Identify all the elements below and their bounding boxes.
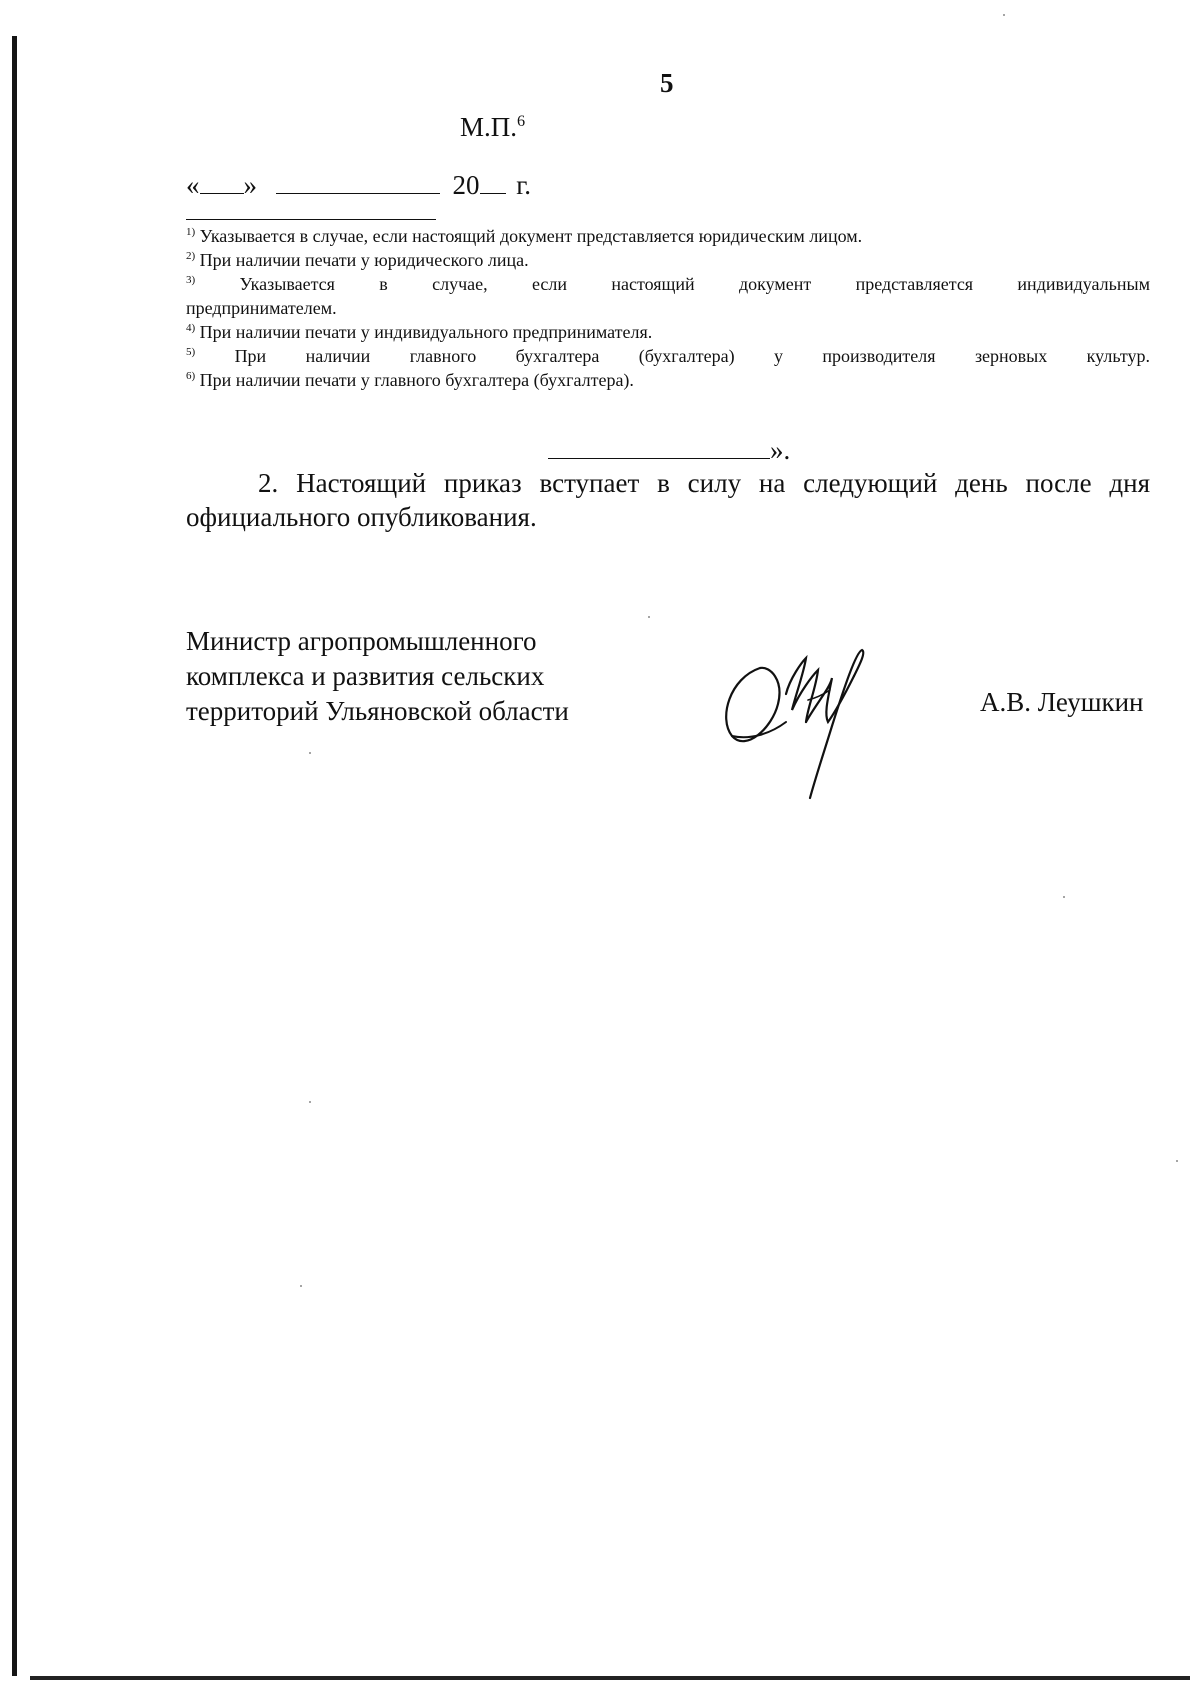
footnote-mark: 5) — [186, 346, 196, 358]
footnote-5 — [186, 344, 1150, 368]
scan-speck — [309, 1101, 311, 1103]
stamp-footnote-ref: 6 — [517, 112, 526, 130]
scan-speck — [1176, 1160, 1178, 1162]
scan-speck — [648, 616, 650, 618]
year-prefix: 20 — [452, 170, 480, 200]
footnote-text: При наличии печати у индивидуального предпринимателя. — [199, 322, 653, 342]
closing-blank — [548, 436, 770, 459]
month-blank — [276, 171, 440, 194]
closing-quote-line — [548, 435, 790, 466]
clause-2: 2. Настоящий приказ вступает в силу на следующий день после дня официального опубликования. — [186, 468, 1150, 532]
footnote-2 — [186, 248, 1150, 272]
date-line — [186, 170, 531, 201]
date-open-quote: « — [186, 170, 200, 200]
footnote-3-continued — [186, 296, 1150, 320]
stamp-place-label — [460, 112, 525, 143]
stamp-label: М.П. — [460, 112, 518, 142]
closing-quote: ». — [770, 435, 791, 465]
footnote-text: предпринимателем. — [186, 298, 337, 318]
footnote-text: При наличии печати у юридического лица. — [199, 250, 529, 270]
day-blank — [200, 171, 244, 194]
footnote-text: При наличии главного бухгалтера (бухгалтера) у производителя зерновых культур. — [234, 346, 1150, 366]
signatory-title-line: Министр агропромышленного — [186, 626, 537, 656]
footnote-mark: 6) — [186, 370, 196, 382]
footnote-text: При наличии печати у главного бухгалтера (бухгалтера). — [199, 370, 634, 390]
signatory-title — [186, 624, 569, 729]
scan-edge-left — [12, 36, 17, 1676]
signatory-title-line: комплекса и развития сельских — [186, 661, 545, 691]
signatory-title-line: территорий Ульяновской области — [186, 696, 569, 726]
footnote-text: Указывается в случае, если настоящий документ представляется юридическим лицом. — [199, 226, 863, 246]
footnote-separator — [186, 219, 436, 220]
footnote-mark: 3) — [186, 274, 196, 286]
scan-speck — [1063, 896, 1065, 898]
signatory-name: А.В. Леушкин — [980, 687, 1144, 717]
scan-speck — [1003, 14, 1005, 16]
year-blank — [480, 171, 506, 194]
footnotes — [186, 224, 1150, 392]
scan-speck — [309, 752, 311, 754]
page-number: 5 — [660, 68, 674, 98]
scan-edge-bottom — [30, 1676, 1190, 1680]
date-close-quote: » — [243, 170, 257, 200]
footnote-6 — [186, 368, 1150, 392]
footnote-4 — [186, 320, 1150, 344]
footnote-mark: 2) — [186, 250, 196, 262]
footnote-3 — [186, 272, 1150, 296]
footnote-text: Указывается в случае, если настоящий документ представляется индивидуальным — [239, 274, 1150, 294]
footnote-mark: 1) — [186, 226, 196, 238]
scan-speck — [300, 1285, 302, 1287]
handwritten-signature — [720, 648, 920, 808]
footnote-1 — [186, 224, 1150, 248]
footnote-mark: 4) — [186, 322, 196, 334]
year-suffix: г. — [516, 170, 532, 200]
